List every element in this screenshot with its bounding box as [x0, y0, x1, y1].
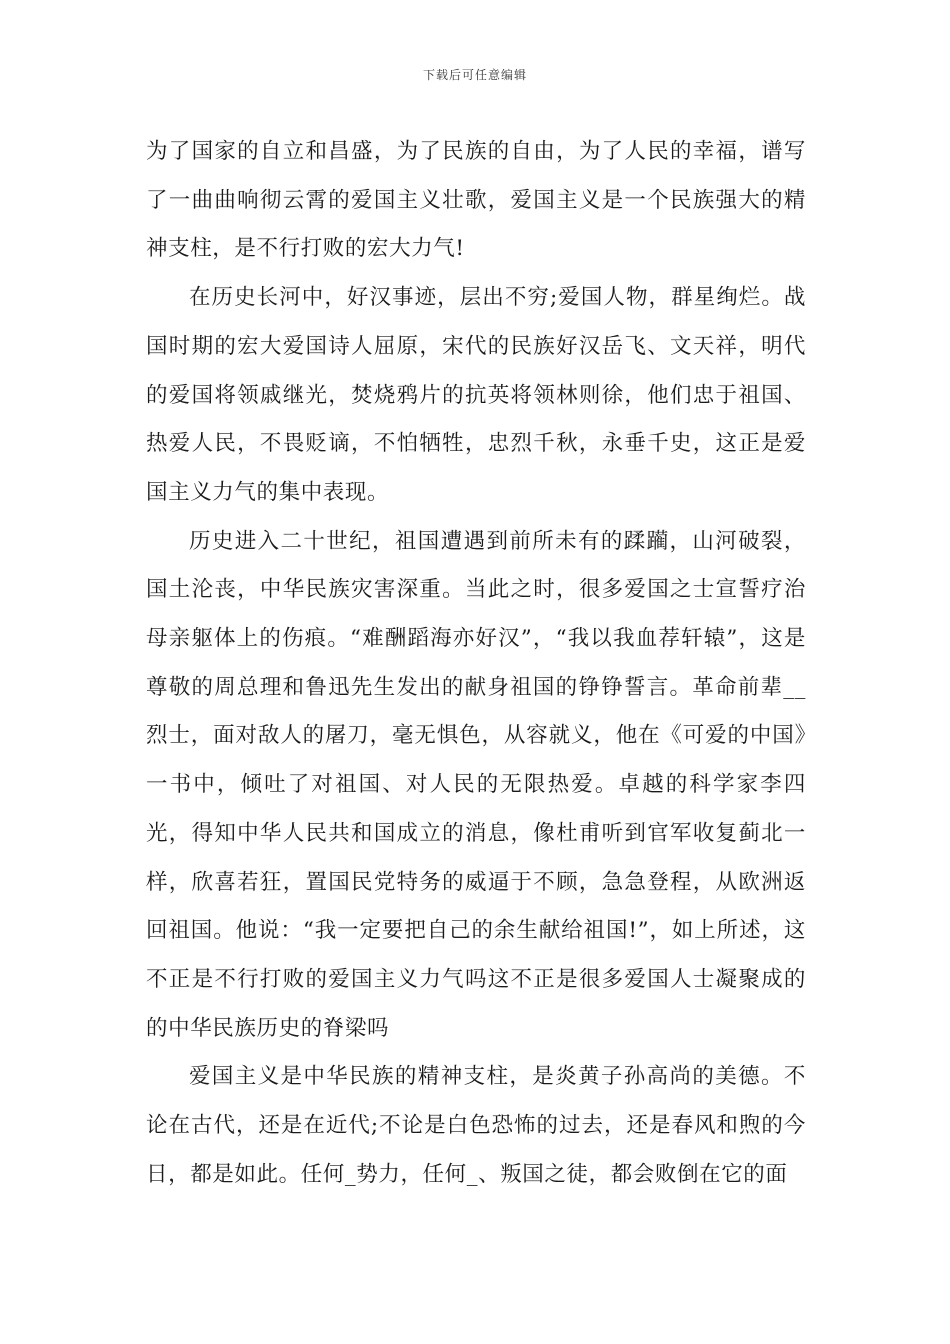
paragraph-4: 爱国主义是中华民族的精神支柱，是炎黄子孙高尚的美德。不论在古代，还是在近代;不论是白色恐怖的过去，还是春风和煦的今日，都是如此。任何_势力，任何_、叛国之徒，都会败倒在它的面: [146, 1064, 806, 1187]
document-body: [146, 128, 806, 1199]
paragraph-1: 为了国家的自立和昌盛，为了民族的自由，为了人民的幸福，谱写了一曲曲响彻云霄的爱国主义壮歌，爱国主义是一个民族强大的精神支柱，是不行打败的宏大力气!: [146, 139, 806, 262]
paragraph-3: 历史进入二十世纪，祖国遭遇到前所未有的蹂躏，山河破裂，国土沦丧，中华民族灾害深重。当此之时，很多爱国之士宣誓疗治母亲躯体上的伤痕。“难酬蹈海亦好汉”，“我以我血荐轩辕”，这是尊敬的周总理和鲁迅先生发出的献身祖国的铮铮誓言。革命前辈__烈士，面对敌人的屠刀，毫无惧色，从容就义，他在《可爱的中国》一书中，倾吐了对祖国、对人民的无限热爱。卓越的科学家李四光，得知中华人民共和国成立的消息，像杜甫听到官军收复蓟北一样，欣喜若狂，置国民党特务的威逼于不顾，急急登程，从欧洲返回祖国。他说：“我一定要把自己的余生献给祖国!”，如上所述，这不正是不行打败的爱国主义力气吗这不正是很多爱国人士凝聚成的的中华民族历史的脊梁吗: [146, 528, 806, 1041]
page-header: 下载后可任意编辑: [422, 68, 527, 82]
paragraph-2: 在历史长河中，好汉事迹，层出不穷;爱国人物，群星绚烂。战国时期的宏大爱国诗人屈原，宋代的民族好汉岳飞、文天祥，明代的爱国将领戚继光，焚烧鸦片的抗英将领林则徐，他们忠于祖国、热爱人民，不畏贬谪，不怕牺牲，忠烈千秋，永垂千史，这正是爱国主义力气的集中表现。: [146, 285, 806, 505]
